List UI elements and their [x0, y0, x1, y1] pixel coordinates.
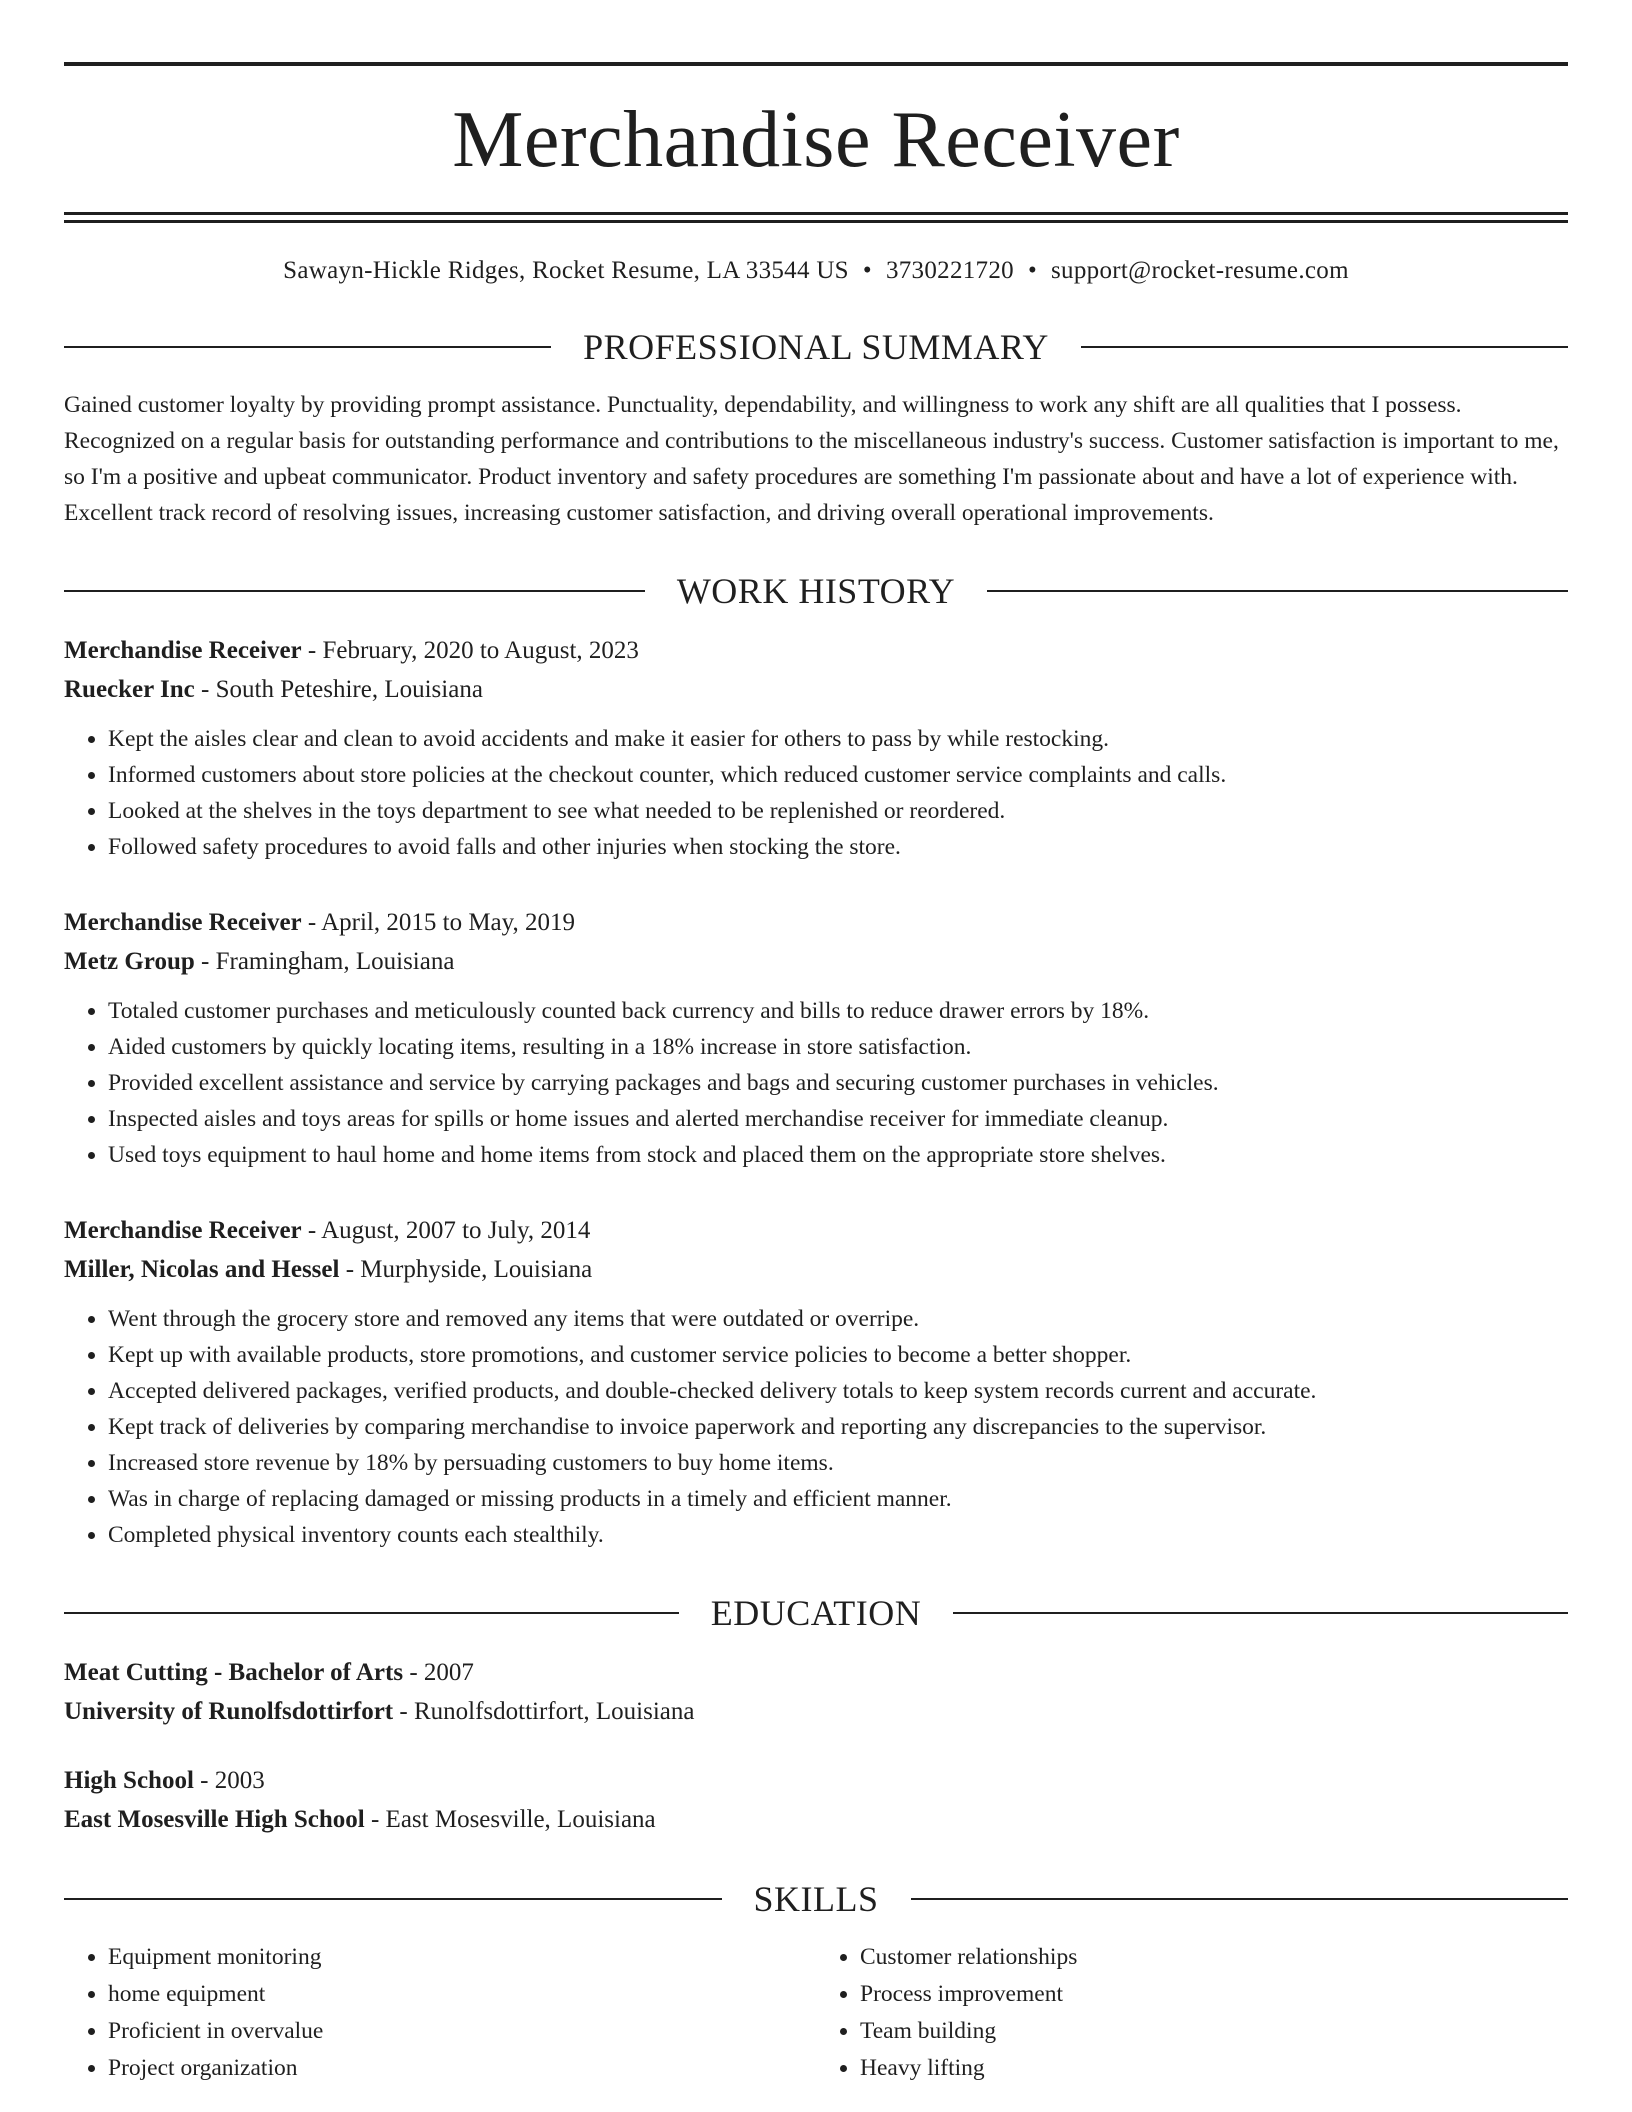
resume-title: Merchandise Receiver	[452, 96, 1180, 184]
section-rule-left	[64, 1612, 679, 1614]
skill-item: • Team building	[860, 2013, 1568, 2050]
education-school: University of Runolfsdottirfort	[64, 1698, 394, 1725]
list-item: • Went through the grocery store and removed any items that were outdated or overripe.	[108, 1301, 1568, 1337]
job-title-line	[64, 1211, 1568, 1250]
section-title-education: EDUCATION	[710, 1593, 922, 1633]
contact-address: Sawayn-Hickle Ridges, Rocket Resume, LA 33544 US	[283, 257, 849, 284]
list-item: • Inspected aisles and toys areas for spills or home issues and alerted merchandise receiver for immediate cleanup.	[108, 1101, 1568, 1137]
section-rule-right	[953, 1612, 1568, 1614]
job-location: - South Peteshire, Louisiana	[194, 676, 483, 703]
job-title: Merchandise Receiver	[64, 1217, 302, 1244]
job-company-line	[64, 670, 1568, 709]
list-item: • Totaled customer purchases and meticulously counted back currency and bills to reduce drawer errors by 18%.	[108, 993, 1568, 1029]
skill-item: • Customer relationships	[860, 1939, 1568, 1976]
section-rule-left	[64, 590, 645, 592]
section-header-summary	[64, 325, 1568, 369]
contact-email: support@rocket-resume.com	[1051, 257, 1349, 284]
skills-list-right	[816, 1939, 1568, 2087]
skill-item: • home equipment	[108, 1976, 816, 2013]
list-item: • Was in charge of replacing damaged or missing products in a timely and efficient manner.	[108, 1481, 1568, 1517]
skill-item: • Equipment monitoring	[108, 1939, 816, 1976]
skills-list-left	[64, 1939, 816, 2087]
job-dates: - February, 2020 to August, 2023	[301, 637, 639, 664]
job-company: Metz Group	[64, 948, 195, 975]
job-bullets	[64, 993, 1568, 1173]
job-bullets	[64, 721, 1568, 865]
education-degree: Meat Cutting - Bachelor of Arts	[64, 1659, 404, 1686]
list-item: • Kept the aisles clear and clean to avoid accidents and make it easier for others to pass by while restocking.	[108, 721, 1568, 757]
contact-phone: 3730221720	[885, 257, 1014, 284]
section-title-skills: SKILLS	[753, 1879, 879, 1919]
education-school-line	[64, 1692, 1568, 1731]
list-item: • Accepted delivered packages, verified products, and double-checked delivery totals to keep system records current and accurate.	[108, 1373, 1568, 1409]
section-title-work: WORK HISTORY	[676, 571, 956, 611]
list-item: • Kept up with available products, store promotions, and customer service policies to become a better shopper.	[108, 1337, 1568, 1373]
contact-separator: •	[1027, 257, 1038, 284]
section-header-work	[64, 569, 1568, 613]
job-title: Merchandise Receiver	[64, 909, 302, 936]
education-year: - 2007	[403, 1659, 474, 1686]
list-item: • Aided customers by quickly locating items, resulting in a 18% increase in store satisfaction.	[108, 1029, 1568, 1065]
list-item: • Looked at the shelves in the toys department to see what needed to be replenished or reordered.	[108, 793, 1568, 829]
contact-separator: •	[862, 257, 872, 284]
section-rule-right	[911, 1898, 1569, 1900]
skill-item: • Proficient in overvalue	[108, 2013, 816, 2050]
job-bullets	[64, 1301, 1568, 1553]
list-item: • Completed physical inventory counts each stealthily.	[108, 1517, 1568, 1553]
skills-columns	[64, 1939, 1568, 2087]
job-entry	[64, 1211, 1568, 1553]
section-title-summary: PROFESSIONAL SUMMARY	[583, 327, 1049, 367]
job-dates: - April, 2015 to May, 2019	[301, 909, 576, 936]
list-item: • Informed customers about store policies at the checkout counter, which reduced customer service complaints and calls.	[108, 757, 1568, 793]
education-entry	[64, 1653, 1568, 1731]
job-company-line	[64, 942, 1568, 981]
education-school-line	[64, 1800, 1568, 1839]
section-header-education	[64, 1591, 1568, 1635]
title-double-rule	[64, 212, 1568, 223]
section-rule-left	[64, 346, 551, 348]
list-item: • Increased store revenue by 18% by persuading customers to buy home items.	[108, 1445, 1568, 1481]
education-degree-line	[64, 1653, 1568, 1692]
skill-item: • Process improvement	[860, 1976, 1568, 2013]
job-company-line	[64, 1250, 1568, 1289]
education-degree-line	[64, 1761, 1568, 1800]
list-item: • Kept track of deliveries by comparing merchandise to invoice paperwork and reporting any discrepancies to the supervisor.	[108, 1409, 1568, 1445]
list-item: • Followed safety procedures to avoid falls and other injuries when stocking the store.	[108, 829, 1568, 865]
job-dates: - August, 2007 to July, 2014	[301, 1217, 591, 1244]
education-year: - 2003	[193, 1767, 265, 1794]
education-degree: High School	[64, 1767, 194, 1794]
section-rule-left	[64, 1898, 722, 1900]
section-rule-right	[1081, 346, 1568, 348]
job-location: - Murphyside, Louisiana	[339, 1256, 593, 1283]
section-header-skills	[64, 1877, 1568, 1921]
job-entry	[64, 631, 1568, 865]
list-item: • Used toys equipment to haul home and home items from stock and placed them on the appropriate store shelves.	[108, 1137, 1568, 1173]
skill-item: • Heavy lifting	[860, 2050, 1568, 2087]
job-title-line	[64, 631, 1568, 670]
skill-item: • Project organization	[108, 2050, 816, 2087]
job-entry	[64, 903, 1568, 1173]
section-rule-right	[987, 590, 1568, 592]
education-school: East Mosesville High School	[64, 1806, 365, 1833]
job-company: Miller, Nicolas and Hessel	[64, 1256, 340, 1283]
education-location: - East Mosesville, Louisiana	[364, 1806, 656, 1833]
job-location: - Framingham, Louisiana	[194, 948, 455, 975]
top-rule	[64, 62, 1568, 66]
job-company: Ruecker Inc	[64, 676, 195, 703]
education-entry	[64, 1761, 1568, 1839]
summary-paragraph: Gained customer loyalty by providing prompt assistance. Punctuality, dependability, and willingness to work any shift are all qualities that I possess. Recognized on a regular basis for outstanding performance and contributions to the miscellaneous industry's success. Customer satisfaction is important to me, so I'm a positive and upbeat communicator. Product inventory and safety procedures are something I'm passionate about and have a lot of experience with. Excellent track record of resolving issues, increasing customer satisfaction, and driving overall operational improvements.	[64, 392, 1559, 526]
job-title-line	[64, 903, 1568, 942]
education-location: - Runolfsdottirfort, Louisiana	[393, 1698, 695, 1725]
list-item: • Provided excellent assistance and service by carrying packages and bags and securing customer purchases in vehicles.	[108, 1065, 1568, 1101]
contact-line	[64, 255, 1568, 287]
job-title: Merchandise Receiver	[64, 637, 302, 664]
